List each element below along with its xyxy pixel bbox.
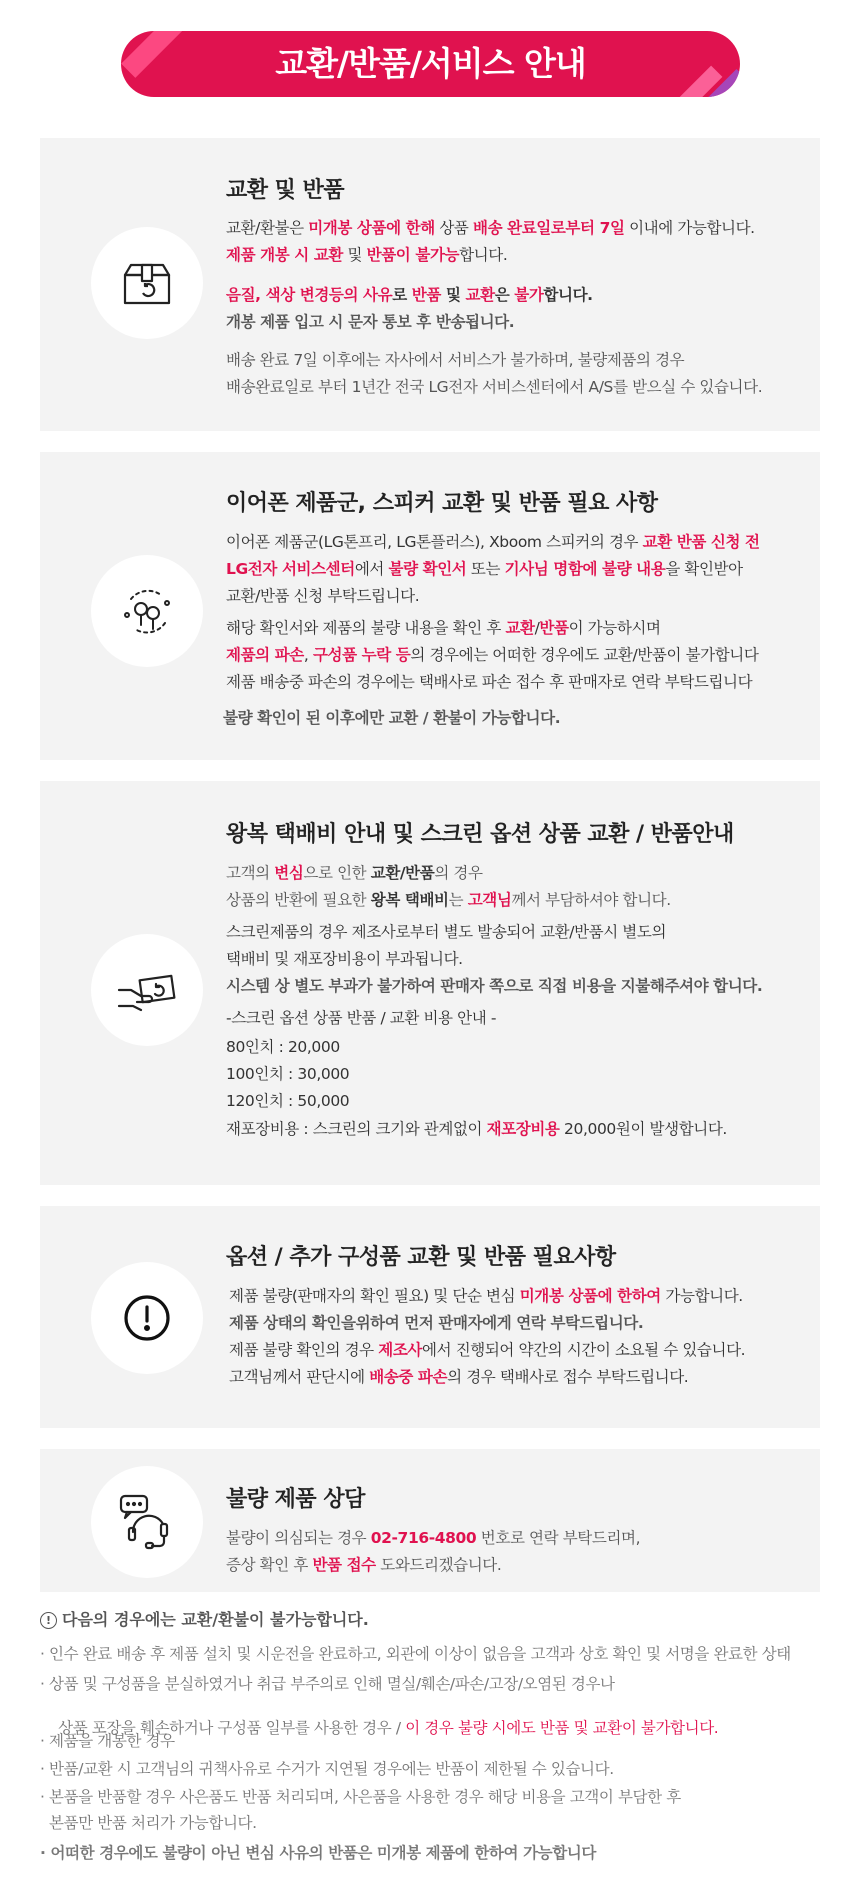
text-line: 음질, 색상 변경등의 사유로 반품 및 교환은 불가합니다. (226, 286, 593, 304)
text-line: 배송 완료 7일 이후에는 자사에서 서비스가 불가하며, 불량제품의 경우 (226, 351, 685, 369)
icon-circle (91, 1262, 203, 1374)
note-item: · 제품을 개봉한 경우 (40, 1732, 175, 1750)
exclamation-icon (117, 1288, 177, 1348)
text-line: 제품 개봉 시 교환 및 반품이 불가능합니다. (226, 246, 508, 264)
notes-heading: ! 다음의 경우에는 교환/환불이 불가능합니다. (40, 1607, 369, 1630)
box-return-icon (117, 253, 177, 313)
text-line: -스크린 옵션 상품 반품 / 교환 비용 안내 - (226, 1009, 497, 1027)
icon-circle (91, 227, 203, 339)
section-defect-consult (40, 1449, 820, 1592)
header-banner (121, 31, 740, 97)
text-line: 제품의 파손, 구성품 누락 등의 경우에는 어떠한 경우에도 교환/반품이 불가합니다 (226, 646, 759, 664)
page-title: 교환/반품/서비스 안내 (275, 44, 586, 83)
text-line: 제품 배송중 파손의 경우에는 택배사로 파손 접수 후 판매자로 연락 부탁드립니다 (226, 673, 753, 691)
section-title: 불량 제품 상담 (226, 1487, 365, 1512)
section-title: 교환 및 반품 (226, 178, 345, 203)
note-item: 본품만 반품 처리가 가능합니다. (40, 1814, 257, 1832)
text-line: 고객의 변심으로 인한 교환/반품의 경우 (226, 864, 483, 882)
section-title: 왕복 택배비 안내 및 스크린 옵션 상품 교환 / 반품안내 (226, 822, 734, 847)
icon-circle (91, 1466, 203, 1578)
price-100-inch: 100인치 : 30,000 (226, 1065, 350, 1083)
note-item: · 인수 완료 배송 후 제품 설치 및 시운전을 완료하고, 외관에 이상이 없음을 고객과 상호 확인 및 서명을 완료한 상태 (40, 1645, 791, 1663)
text-line: 제품 불량(판매자의 확인 필요) 및 단순 변심 미개봉 상품에 한하여 가능합니다. (229, 1287, 743, 1305)
info-circle-icon: ! (40, 1612, 57, 1629)
text-line: 증상 확인 후 반품 접수 도와드리겠습니다. (226, 1556, 502, 1574)
price-80-inch: 80인치 : 20,000 (226, 1038, 340, 1056)
text-line: 배송완료일로 부터 1년간 전국 LG전자 서비스센터에서 A/S를 받으실 수 있습니다. (226, 378, 763, 396)
text-line: 해당 확인서와 제품의 불량 내용을 확인 후 교환/반품이 가능하시며 (226, 619, 661, 637)
headset-chat-icon (117, 1492, 177, 1552)
text-line: 제품 상태의 확인을위하여 먼저 판매자에게 연락 부탁드립니다. (229, 1314, 644, 1332)
text-line: 이어폰 제품군(LG톤프리, LG톤플러스), Xboom 스피커의 경우 교환 반품 신청 전 (226, 533, 760, 551)
phone-number: 02-716-4800 (370, 1529, 477, 1547)
text-line: 시스템 상 별도 부과가 불가하여 판매자 쪽으로 직접 비용을 지불해주셔야 합니다. (226, 977, 763, 995)
section-shipping-screen-option (40, 781, 820, 1185)
text-line: 불량이 의심되는 경우 02-716-4800 번호로 연락 부탁드리며, (226, 1529, 641, 1547)
note-item: · 반품/교환 시 고객님의 귀책사유로 수거가 지연될 경우에는 반품이 제한될 수 있습니다. (40, 1760, 614, 1778)
text-line: 개봉 제품 입고 시 문자 통보 후 반송됩니다. (226, 313, 515, 331)
section-exchange-return (40, 138, 820, 431)
note-item: · 본품을 반품할 경우 사은품도 반품 처리되며, 사은품을 사용한 경우 해당 비용을 고객이 부담한 후 (40, 1788, 681, 1806)
text-line: 스크린제품의 경우 제조사로부터 별도 발송되어 교환/반품시 별도의 (226, 923, 667, 941)
icon-circle (91, 934, 203, 1046)
text-line: 재포장비용 : 스크린의 크기와 관계없이 재포장비용 20,000원이 발생합니다. (226, 1120, 727, 1138)
price-120-inch: 120인치 : 50,000 (226, 1092, 350, 1110)
text-line: 상품의 반환에 필요한 왕복 택배비는 고객님께서 부담하셔야 합니다. (226, 891, 671, 909)
section-option-accessory (40, 1206, 820, 1428)
section-title: 이어폰 제품군, 스피커 교환 및 반품 필요 사항 (226, 491, 658, 516)
text-line: 교환/환불은 미개봉 상품에 한해 상품 배송 완료일로부터 7일 이내에 가능합니다. (226, 219, 755, 237)
text-line: 고객님께서 판단시에 배송중 파손의 경우 택배사로 접수 부탁드립니다. (229, 1368, 689, 1386)
section-title: 옵션 / 추가 구성품 교환 및 반품 필요사항 (226, 1245, 616, 1270)
section-earphone-speaker (40, 452, 820, 760)
text-line: 택배비 및 재포장비용이 부과됩니다. (226, 950, 463, 968)
text-line: 불량 확인이 된 이후에만 교환 / 환불이 가능합니다. (223, 709, 561, 727)
note-item: · 상품 및 구성품을 분실하였거나 취급 부주의로 인해 멸실/훼손/파손/고장/오염된 경우나 (40, 1675, 615, 1693)
text-line: 교환/반품 신청 부탁드립니다. (226, 587, 420, 605)
earbuds-icon (117, 581, 177, 641)
money-hand-icon (117, 960, 177, 1020)
text-line: 제품 불량 확인의 경우 제조사에서 진행되어 약간의 시간이 소요될 수 있습니다. (229, 1341, 746, 1359)
icon-circle (91, 555, 203, 667)
text-line: LG전자 서비스센터에서 불량 확인서 또는 기사님 명함에 불량 내용을 확인받아 (226, 560, 743, 578)
note-item: 상품 포장을 훼손하거나 구성품 일부를 사용한 경우 / 이 경우 불량 시에도 반품 및 교환이 불가합니다. (49, 1719, 719, 1737)
note-item: · 어떠한 경우에도 불량이 아닌 변심 사유의 반품은 미개봉 제품에 한하여 가능합니다 (40, 1844, 596, 1862)
